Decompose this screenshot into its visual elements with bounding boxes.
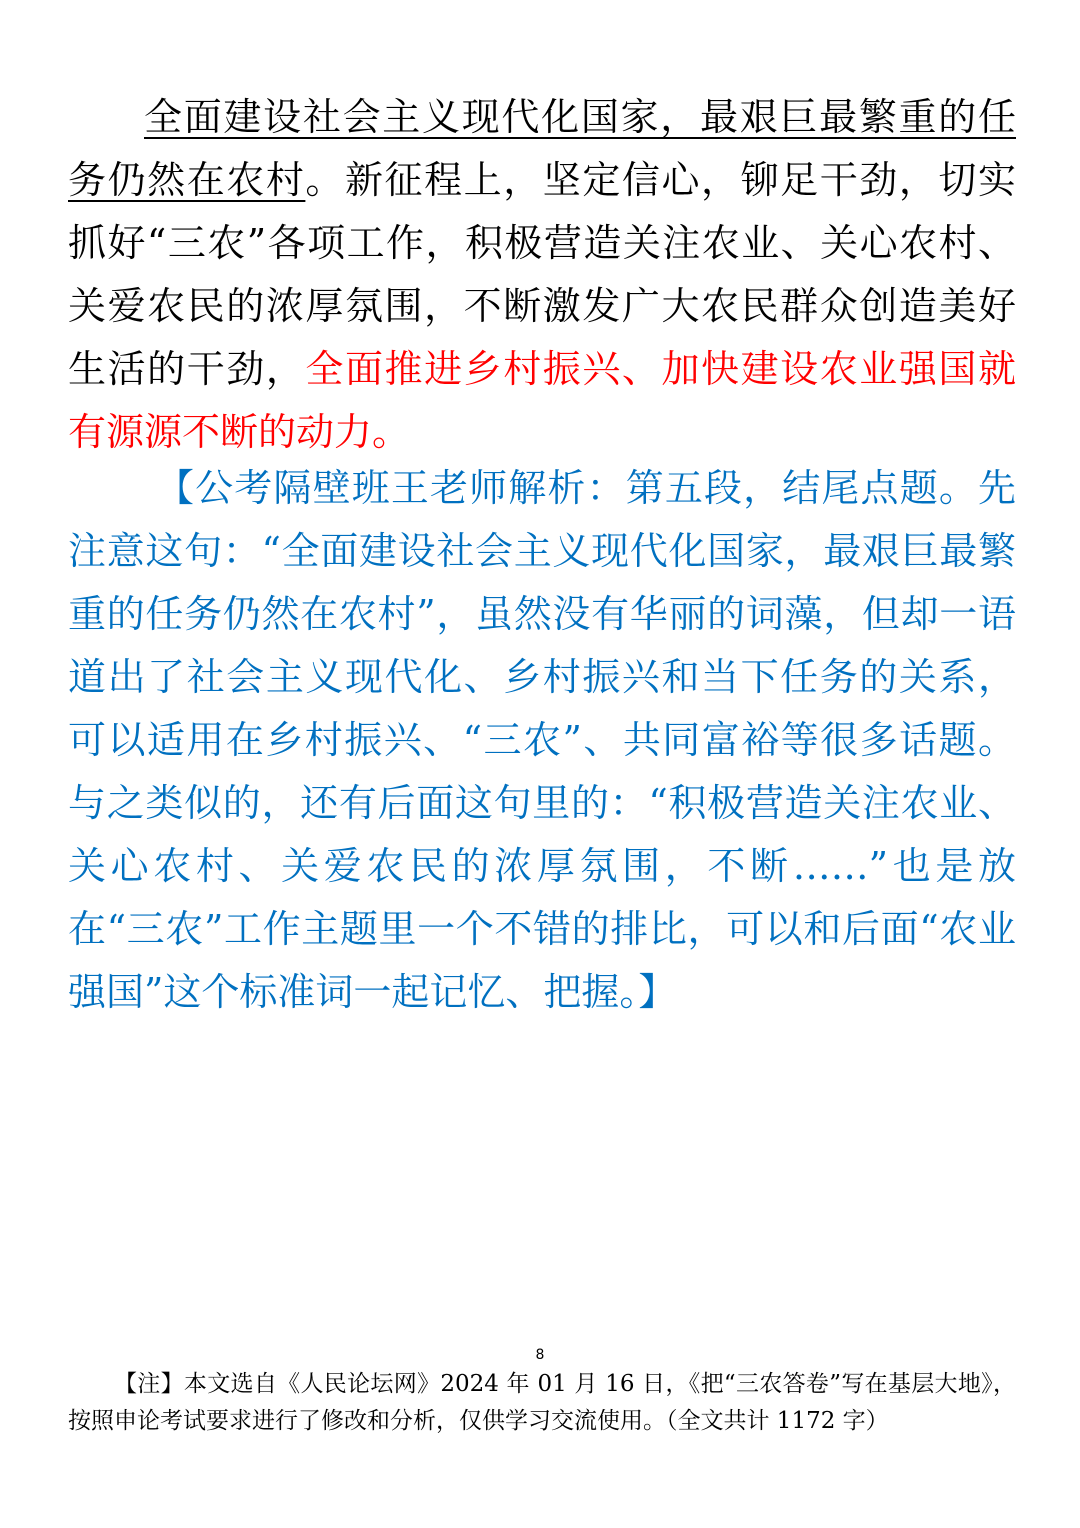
- underlined-sentence-part1: 全面建设社会主义现代化国家，最艰巨最繁重的: [144, 95, 978, 139]
- underlined-sentence-part2: 任务仍然在农村: [68, 95, 1016, 202]
- page-number: 8: [535, 1347, 545, 1363]
- source-footnote: 【注】本文选自《人民论坛网》2024 年 01 月 16 日，《把“三农答卷”写在基层大地》，按照申论考试要求进行了修改和分析，仅供学习交流使用。（全文共计 1172 字）: [68, 1371, 1016, 1434]
- highlighted-conclusion: 全面推进乡村振兴、加快建设农业强国就有源源不断的动力。: [68, 347, 1016, 454]
- main-paragraph: [68, 86, 1016, 464]
- analysis-paragraph: 【公考隔壁班王老师解析：第五段，结尾点题。先注意这句：“全面建设社会主义现代化国家，最艰巨最繁重的任务仍然在农村”，虽然没有华丽的词藻，但却一语道出了社会主义现代化、乡村振兴和当下任务的关系，可以适用在乡村振兴、“三农”、共同富裕等很多话题。与之类似的，还有后面这句里的：“积极营造关注农业、关心农村、关爱农民的浓厚氛围，不断……”也是放在“三农”工作主题里一个不错的排比，可以和后面“农业强国”这个标准词一起记忆、把握。】: [68, 466, 1016, 1014]
- paragraph-body-text: 。新征程上，坚定信心，铆足干劲，切实抓好“三农”各项工作，积极营造关注农业、关心农村、关爱农民的浓厚氛围，不断激发广大农民群众创造美好生活的干劲，: [68, 158, 1016, 391]
